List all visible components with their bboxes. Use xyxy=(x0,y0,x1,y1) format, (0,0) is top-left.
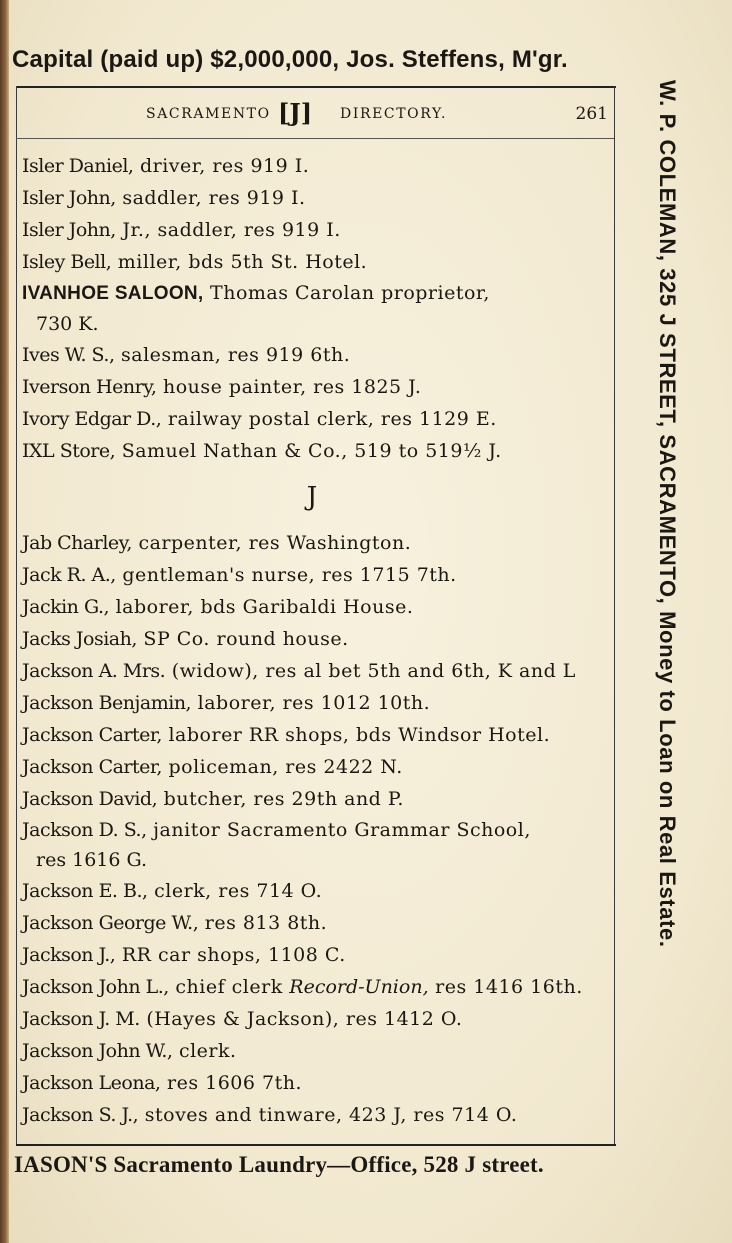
directory-entry: Ivory Edgar D., railway postal clerk, res 1129 E. xyxy=(22,408,497,430)
side-advertisement-banner: W. P. COLEMAN, 325 J STREET, SACRAMENTO, Money to Loan on Real Estate. xyxy=(655,80,680,948)
directory-entry: Isley Bell, miller, bds 5th St. Hotel. xyxy=(22,251,368,273)
directory-listing xyxy=(22,150,612,1131)
directory-entry: Jackson Carter, policeman, res 2422 N. xyxy=(22,756,403,778)
directory-entry: IXL Store, Samuel Nathan & Co., 519 to 519½ J. xyxy=(22,440,502,462)
header-directory: DIRECTORY. xyxy=(340,106,448,122)
header-rule xyxy=(16,138,614,139)
directory-entry: Jackson S. J., stoves and tinware, 423 J, res 714 O. xyxy=(22,1104,518,1126)
directory-entry: Jack R. A., gentleman's nurse, res 1715 7th. xyxy=(22,564,457,586)
directory-entry-jackson-ds: Jackson D. S., janitor Sacramento Grammar School, res 1616 G. xyxy=(22,819,531,871)
directory-entry: Jackson George W., res 813 8th. xyxy=(22,912,328,934)
header-section-letter: [J] xyxy=(278,98,313,127)
top-rule xyxy=(16,86,616,88)
directory-entry: Ives W. S., salesman, res 919 6th. xyxy=(22,344,351,366)
directory-entry: Jackin G., laborer, bds Garibaldi House. xyxy=(22,596,414,618)
running-header xyxy=(20,100,612,132)
directory-entry: Jackson Carter, laborer RR shops, bds Windsor Hotel. xyxy=(22,724,551,746)
directory-entry: Jacks Josiah, SP Co. round house. xyxy=(22,628,349,650)
directory-entry: Jackson Benjamin, laborer, res 1012 10th. xyxy=(22,692,431,714)
page-number: 261 xyxy=(575,104,608,124)
left-border-rule xyxy=(16,86,17,1146)
section-letter-heading: J xyxy=(306,482,318,512)
header-city: SACRAMENTO xyxy=(146,106,271,122)
directory-entry-ivanhoe-saloon: IVANHOE SALOON, Thomas Carolan proprietor, 730 K. xyxy=(22,282,490,335)
business-name: IVANHOE SALOON, xyxy=(22,283,204,304)
directory-entry: Jackson J., RR car shops, 1108 C. xyxy=(22,944,346,966)
directory-entry: Jackson J. M. (Hayes & Jackson), res 1412 O. xyxy=(22,1008,463,1030)
directory-entry: Jackson John W., clerk. xyxy=(22,1040,237,1062)
directory-entry: Isler Daniel, driver, res 919 I. xyxy=(22,155,310,177)
bottom-rule xyxy=(16,1144,616,1146)
directory-entry: Jackson John L., chief clerk Record-Union, res 1416 16th. xyxy=(22,976,583,998)
directory-entry: Jackson A. Mrs. (widow), res al bet 5th and 6th, K and L xyxy=(22,660,576,682)
binding-edge xyxy=(0,0,9,1243)
directory-entry: Iverson Henry, house painter, res 1825 J. xyxy=(22,376,422,398)
directory-entry: Jackson David, butcher, res 29th and P. xyxy=(22,788,404,810)
directory-entry: Isler John, Jr., saddler, res 919 I. xyxy=(22,219,341,241)
directory-entry: Jackson E. B., clerk, res 714 O. xyxy=(22,880,323,902)
bottom-advertisement-banner: IASON'S Sacramento Laundry—Office, 528 J street. xyxy=(14,1152,544,1177)
right-border-rule xyxy=(614,86,615,1146)
newspaper-name: Record-Union, xyxy=(289,976,429,998)
directory-entry: Jab Charley, carpenter, res Washington. xyxy=(22,532,412,554)
directory-entry: Isler John, saddler, res 919 I. xyxy=(22,187,306,209)
top-advertisement-banner: Capital (paid up) $2,000,000, Jos. Steffens, M'gr. xyxy=(12,46,568,73)
directory-entry: Jackson Leona, res 1606 7th. xyxy=(22,1072,303,1094)
